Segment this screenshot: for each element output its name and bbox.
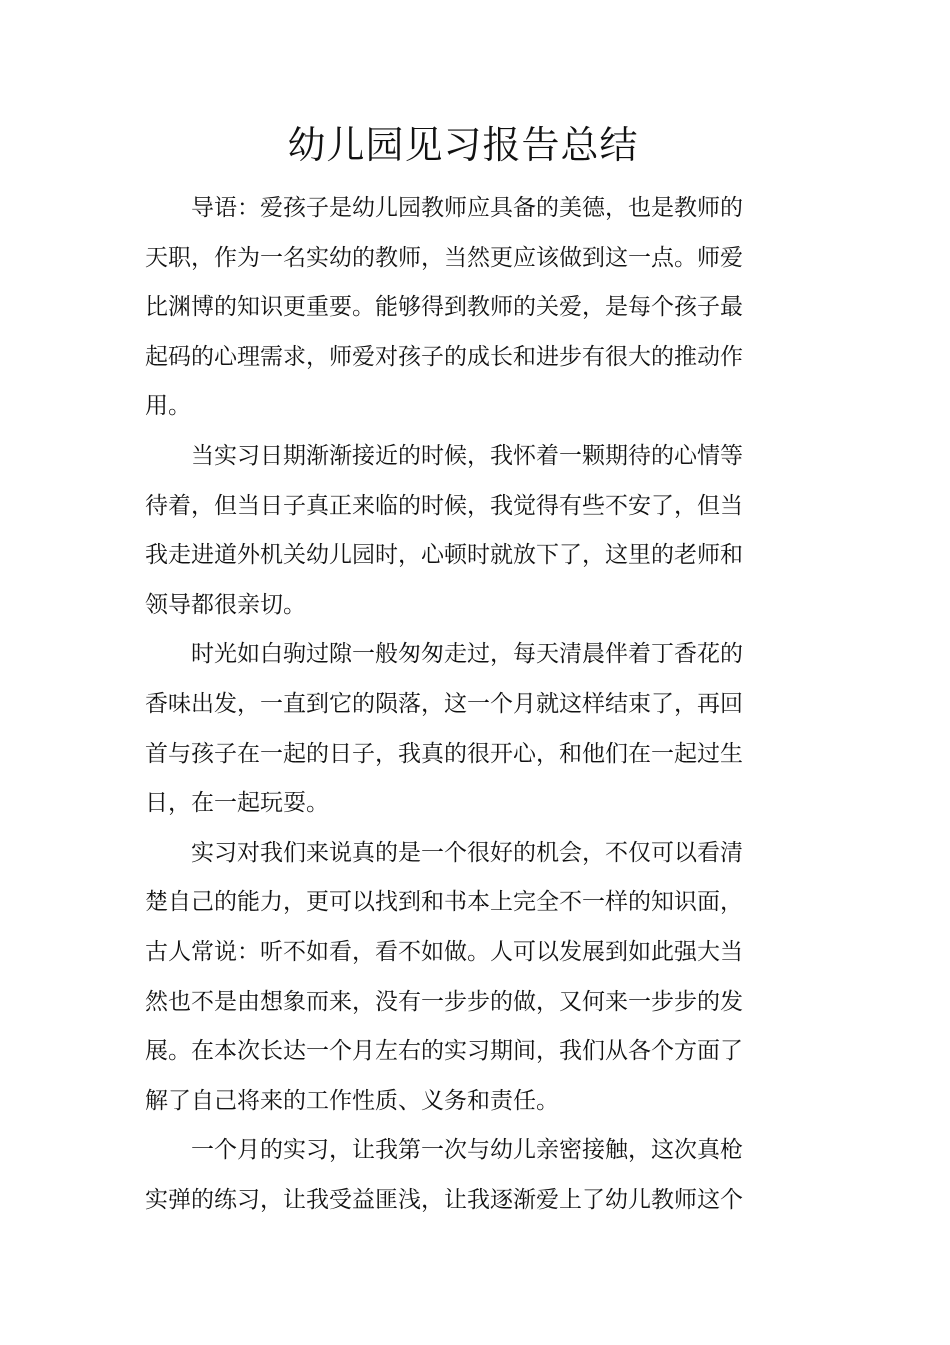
paragraph-first-contact: 一个月的实习，让我第一次与幼儿亲密接触，这次真枪实弹的练习，让我受益匪浅，让我逐渐爱上了幼儿教师这个 bbox=[145, 1137, 743, 1213]
paragraph-arrival: 当实习日期渐渐接近的时候，我怀着一颗期待的心情等待着，但当日子真正来临的时候，我觉得有些不安了，但当我走进道外机关幼儿园时，心顿时就放下了，这里的老师和领导都很亲切。 bbox=[145, 442, 743, 618]
paragraph-time-passing: 时光如白驹过隙一般匆匆走过，每天清晨伴着丁香花的香味出发，一直到它的陨落，这一个月就这样结束了，再回首与孩子在一起的日子，我真的很开心，和他们在一起过生日，在一起玩耍。 bbox=[145, 641, 743, 817]
document-title: 幼儿园见习报告总结 bbox=[287, 123, 639, 167]
paragraph-internship-value: 实习对我们来说真的是一个很好的机会，不仅可以看清楚自己的能力，更可以找到和书本上完全不一样的知识面，古人常说：听不如看，看不如做。人可以发展到如此强大当然也不是由想象而来，没有一步步的做，又何来一步步的发展。在本次长达一个月左右的实习期间，我们从各个方面了解了自己将来的工作性质、义务和责任。 bbox=[145, 839, 743, 1114]
paragraph-intro: 导语：爱孩子是幼儿园教师应具备的美德，也是教师的天职，作为一名实幼的教师，当然更应该做到这一点。师爱比渊博的知识更重要。能够得到教师的关爱，是每个孩子最起码的心理需求，师爱对孩子的成长和进步有很大的推动作用。 bbox=[145, 195, 743, 420]
document-body bbox=[145, 184, 743, 1225]
